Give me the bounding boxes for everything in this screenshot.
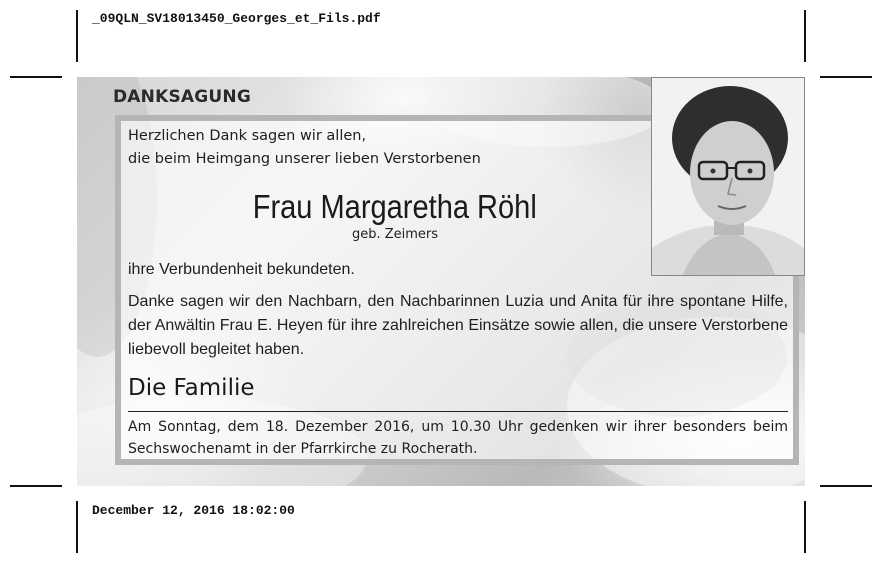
memorial-mass-note: Am Sonntag, dem 18. Dezember 2016, um 10.30 Uhr gedenken wir ihrer besonders beim Sechswochenamt in der Pfarrkirche zu Rocherath. bbox=[128, 419, 788, 457]
divider-line bbox=[128, 411, 788, 412]
crop-mark-bottom-right-horizontal bbox=[820, 485, 872, 487]
crop-mark-bottom-left-vertical bbox=[76, 501, 78, 553]
crop-mark-top-right-vertical bbox=[804, 10, 806, 62]
crop-mark-top-right-horizontal bbox=[820, 76, 872, 78]
file-name: _09QLN_SV18013450_Georges_et_Fils.pdf bbox=[92, 11, 381, 26]
intro-line-1: Herzlichen Dank sagen wir allen, bbox=[128, 128, 367, 144]
portrait-photo bbox=[651, 77, 805, 276]
closing-line: ihre Verbundenheit bekundeten. bbox=[128, 261, 355, 278]
crop-mark-top-left-horizontal bbox=[10, 76, 62, 78]
signature: Die Familie bbox=[128, 375, 255, 401]
portrait-icon bbox=[652, 78, 805, 276]
thanks-paragraph: Danke sagen wir den Nachbarn, den Nachbarinnen Luzia und Anita für ihre spontane Hilfe, der Anwältin Frau E. Heyen für ihre zahlreichen Einsätze sowie allen, die unsere Verstorbene liebevoll begleitet haben. bbox=[128, 293, 788, 358]
obituary-notice bbox=[77, 77, 805, 486]
deceased-name: Frau Margaretha Röhl bbox=[252, 188, 537, 225]
print-timestamp: December 12, 2016 18:02:00 bbox=[92, 503, 295, 518]
crop-mark-bottom-left-horizontal bbox=[10, 485, 62, 487]
maiden-name: geb. Zeimers bbox=[351, 227, 439, 242]
crop-mark-top-left-vertical bbox=[76, 10, 78, 62]
crop-mark-bottom-right-vertical bbox=[804, 501, 806, 553]
notice-title: DANKSAGUNG bbox=[113, 87, 252, 107]
intro-line-2: die beim Heimgang unserer lieben Verstorbenen bbox=[128, 151, 481, 167]
